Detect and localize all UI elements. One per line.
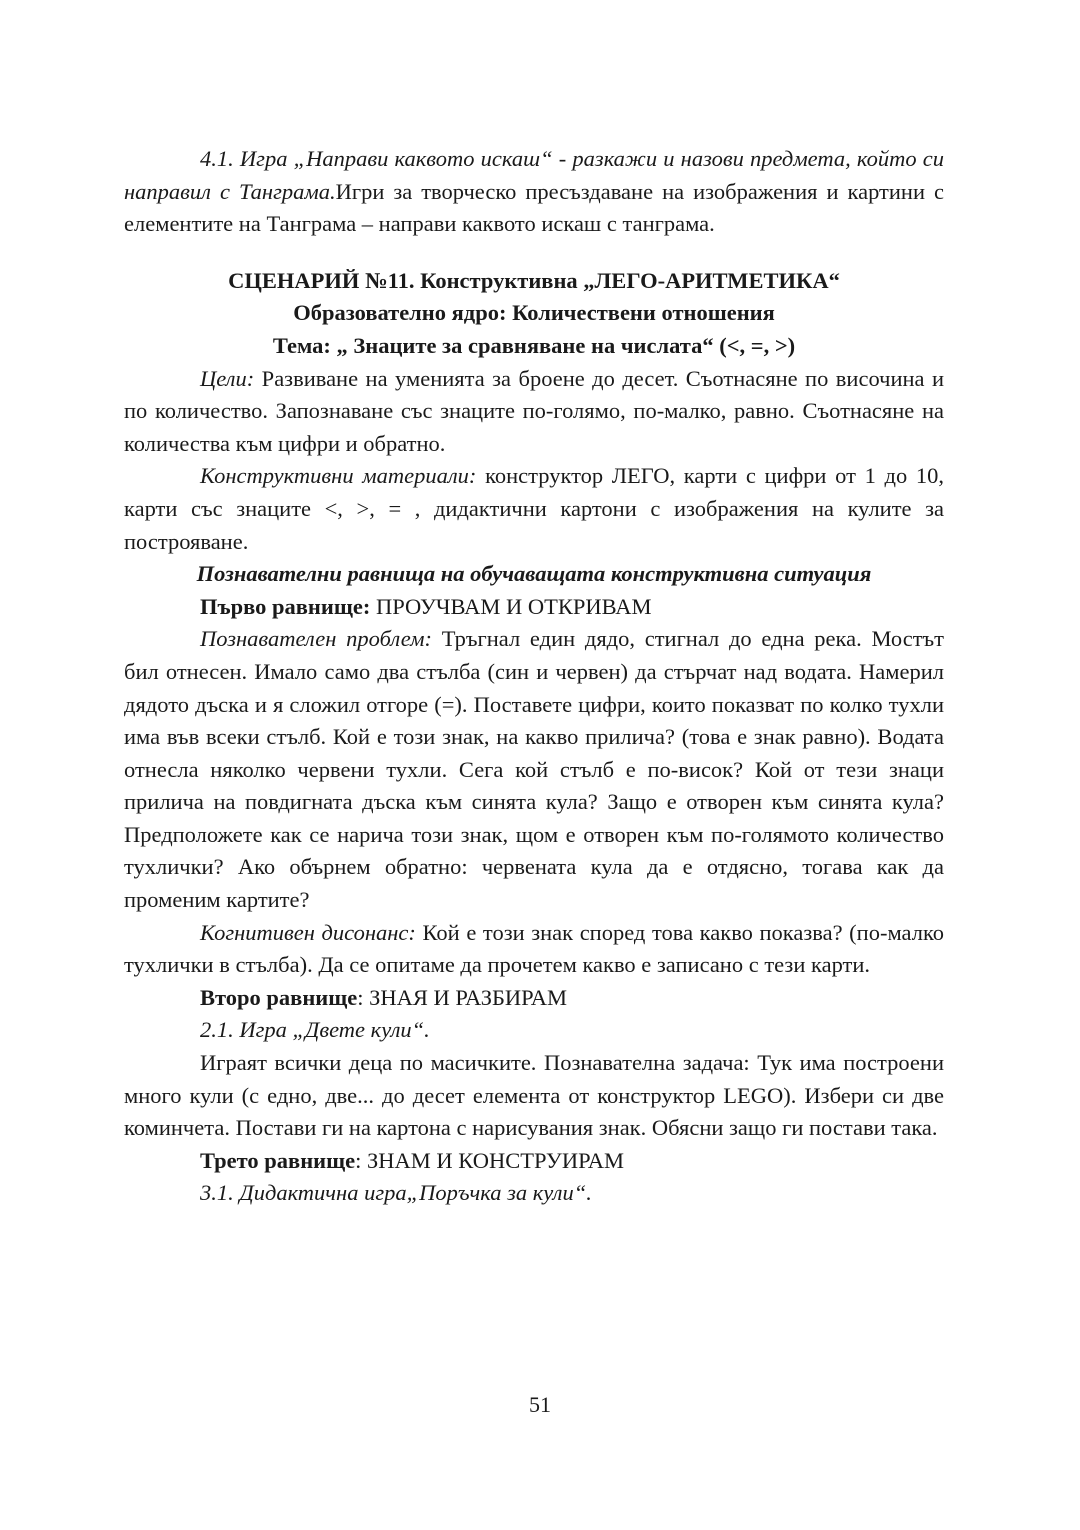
intro-text: Игри за творческо пресъздаване на изображения и картини с елементите на Танграма – направи каквото искаш с танграма. bbox=[124, 178, 944, 237]
materials-paragraph bbox=[124, 460, 944, 558]
level1-value: ПРОУЧВАМ И ОТКРИВАМ bbox=[370, 593, 652, 619]
level2-text: Играят всички деца по масичките. Познавателна задача: Тук има построени много кули (с едно, две... до десет елемента от конструктор LEGO). Избери си две коминчета. Постави ги на картона с нарисувания знак. Обясни защо ги постави така. bbox=[124, 1050, 944, 1141]
level1-dissonance bbox=[124, 917, 944, 982]
scenario-title: СЦЕНАРИЙ №11. Конструктивна „ЛЕГО-АРИТМЕТИКА“ bbox=[228, 267, 840, 293]
scenario-theme: Тема: „ Знаците за сравняване на числата“ (<, =, >) bbox=[272, 332, 796, 358]
level2-value: : ЗНАЯ И РАЗБИРАМ bbox=[357, 984, 568, 1010]
page-number: 51 bbox=[529, 1392, 551, 1417]
problem-text: Тръгнал един дядо, стигнал до една река. Мостът бил отнесен. Имало само два стълба (син и червен) да стърчат над водата. Намерил дядото дъска и я сложил отгоре (=). Поставете цифри, които показват по колко тухли има във всеки стълб. Кой е този знак, на какво прилича? (това е знак равно). Водата отнесла няколко червени тухли. Сега кой стълб е по-висок? Кой от тези знаци прилича на повдигната дъска към синята кула? Защо е отворен към синята кула? Предположете как се нарича този знак, щом е отворен към по-голямото количество тухлички? Ако обърнем обратно: червената кула да е отдясно, тогава как да променим картите? bbox=[124, 626, 944, 913]
level1-label: Първо равнище: bbox=[200, 593, 371, 619]
goals-label: Цели: bbox=[200, 365, 255, 391]
goals-paragraph bbox=[124, 363, 944, 461]
materials-label: Конструктивни материали: bbox=[200, 463, 477, 489]
spacer bbox=[124, 241, 944, 265]
problem-label: Познавателен проблем: bbox=[200, 626, 433, 652]
level1-problem bbox=[124, 623, 944, 916]
levels-heading: Познавателни равнища на обучаващата конструктивна ситуация bbox=[196, 561, 872, 587]
level2-heading bbox=[124, 982, 944, 1015]
intro-game-title: 4.1. Игра „Направи каквото искаш“ - разкажи и назови предмета, който си направил с Танграма. bbox=[124, 146, 944, 204]
scenario-core: Образователно ядро: Количествени отношения bbox=[293, 300, 775, 326]
level2-game-title: 2.1. Игра „Двете кули“. bbox=[200, 1017, 430, 1043]
intro-paragraph bbox=[124, 143, 944, 241]
level3-value: : ЗНАМ И КОНСТРУИРАМ bbox=[355, 1147, 624, 1173]
materials-text: конструктор ЛЕГО, карти с цифри от 1 до 10, карти със знаците <, >, = , дидактични картони с изображения на кулите за построяване. bbox=[124, 463, 945, 554]
level3-game-title: 3.1. Дидактична игра„Поръчка за кули“. bbox=[200, 1180, 592, 1206]
page-body bbox=[124, 143, 944, 1210]
level3-heading bbox=[124, 1145, 944, 1178]
level1-heading bbox=[124, 591, 944, 624]
level3-label: Трето равнище bbox=[200, 1147, 356, 1173]
goals-text: Развиване на уменията за броене до десет. Съотнасяне по височина и по количество. Запознаване със знаците по-голямо, по-малко, равно. Съотнасяне на количества към цифри и обратно. bbox=[124, 365, 944, 456]
level2-label: Второ равнище bbox=[200, 984, 358, 1010]
dissonance-text: Кой е този знак според това какво показва? (по-малко тухлички в стълба). Да се опитаме да прочетем какво е записано с тези карти. bbox=[124, 919, 944, 978]
dissonance-label: Когнитивен дисонанс: bbox=[200, 919, 416, 945]
